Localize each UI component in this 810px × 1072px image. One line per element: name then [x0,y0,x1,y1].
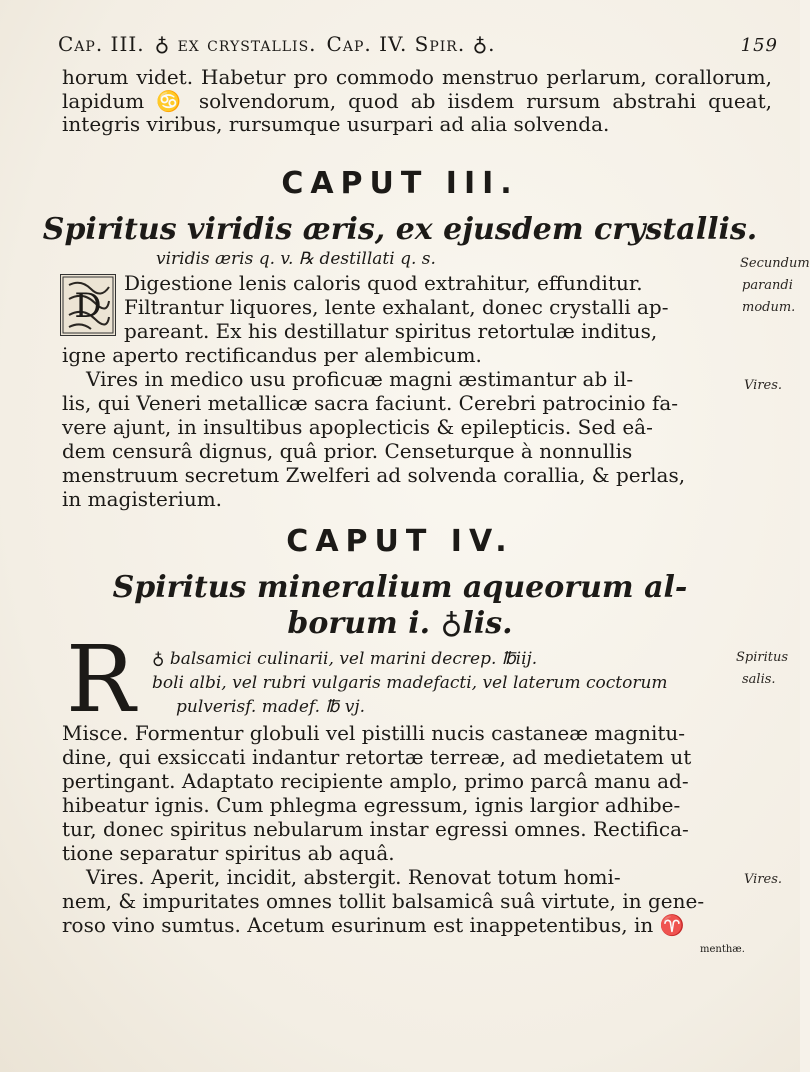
svg-text:D: D [74,286,102,326]
c3-line-9: menstruum secretum Zwelferi ad solvenda corallia, & perlas, [62,463,686,487]
c4-line-2: dine, qui exsiccati indantur retortæ terreæ, ad medietatem ut [62,745,692,769]
running-head-middle: ♁ ex crystallis. [154,32,317,56]
drop-cap-r: R [66,626,136,733]
c4-recipe-line-3: pulverisf. madef. ℔ vj. [176,697,365,717]
c3-line-8: dem censurâ dignus, quâ prior. Censeturque à nonnullis [62,439,633,463]
c4-line-1: Misce. Formentur globuli vel pistilli nucis castaneæ magnitu- [62,721,686,745]
chapter-4-title-line-1: Spiritus mineralium aqueorum al- [112,570,688,605]
c3-line-5: Vires in medico usu proficuæ magni æstimantur ab il- [86,367,634,391]
c4-recipe-line-1: ♁ balsamici culinarii, vel marini decrep. ℔iij. [152,649,538,669]
c4-line-10: menthæ. [700,944,745,955]
c4-margin-spiritus: Spiritus [736,650,789,665]
c3-line-6: lis, qui Veneri metallicæ sacra faciunt. Cerebri patrocinio fa- [62,391,679,415]
chapter-3-recipe: viridis æris q. v. ℞ destillati q. s. [156,249,436,269]
running-head [58,32,778,56]
ornamental-initial-d [60,274,116,336]
chapter-3-heading: CAPUT III. [281,166,519,201]
c4-line-5: tur, donec spiritus nebularum instar egressi omnes. Rectifica- [62,817,689,841]
chapter-3-title: Spiritus viridis æris, ex ejusdem crystallis. [42,212,758,247]
opening-paragraph [62,66,772,137]
c4-margin-salis: salis. [742,672,776,687]
c3-line-2: Filtrantur liquores, lente exhalant, donec crystalli ap- [124,295,669,319]
running-head-left: Cap. III. [58,32,145,56]
c4-margin-vires: Vires. [744,872,783,887]
c3-margin-secundum: Secundum [740,256,810,271]
c3-line-10: in magisterium. [62,487,223,511]
chapter-4-heading: CAPUT IV. [286,524,514,559]
opening-paragraph-text: horum videt. Habetur pro commodo menstruo perlarum, corallorum, lapidum ♋ solvendorum, quod ab iisdem rursum abstrahi queat, integris viribus, rursumque usurpari ad alia solvenda. [62,65,772,136]
page-number: 159 [740,35,778,56]
c4-line-3: pertingant. Adaptato recipiente amplo, primo parcâ manu ad- [62,769,689,793]
chapter-4-title-line-2: borum i. ♁lis. [287,606,513,641]
c3-line-7: vere ajunt, in insultibus apoplecticis & epilepticis. Sed eâ- [62,415,653,439]
running-head-right: Cap. IV. Spir. ♁. [326,32,496,56]
c4-line-6: tione separatur spiritus ab aquâ. [62,841,395,865]
c4-recipe-line-2: boli albi, vel rubri vulgaris madefacti, vel laterum coctorum [152,673,668,693]
c3-line-4: igne aperto rectificandus per alembicum. [62,343,482,367]
c3-line-1: Digestione lenis caloris quod extrahitur, effunditur. [124,271,643,295]
c4-line-4: hibeatur ignis. Cum phlegma egressum, ignis largior adhibe- [62,793,681,817]
c4-line-9: roso vino sumtus. Acetum esurinum est inappetentibus, in ♈ [62,913,685,937]
c3-margin-modum: modum. [742,300,796,315]
c3-margin-parandi: parandi [742,278,793,293]
c4-line-7: Vires. Aperit, incidit, abstergit. Renovat totum homi- [86,865,621,889]
ornament-icon [61,275,115,335]
c4-line-8: nem, & impuritates omnes tollit balsamicâ suâ virtute, in gene- [62,889,705,913]
c3-line-3: pareant. Ex his destillatur spiritus retortulæ inditus, [124,319,658,343]
c3-margin-vires: Vires. [744,378,783,393]
